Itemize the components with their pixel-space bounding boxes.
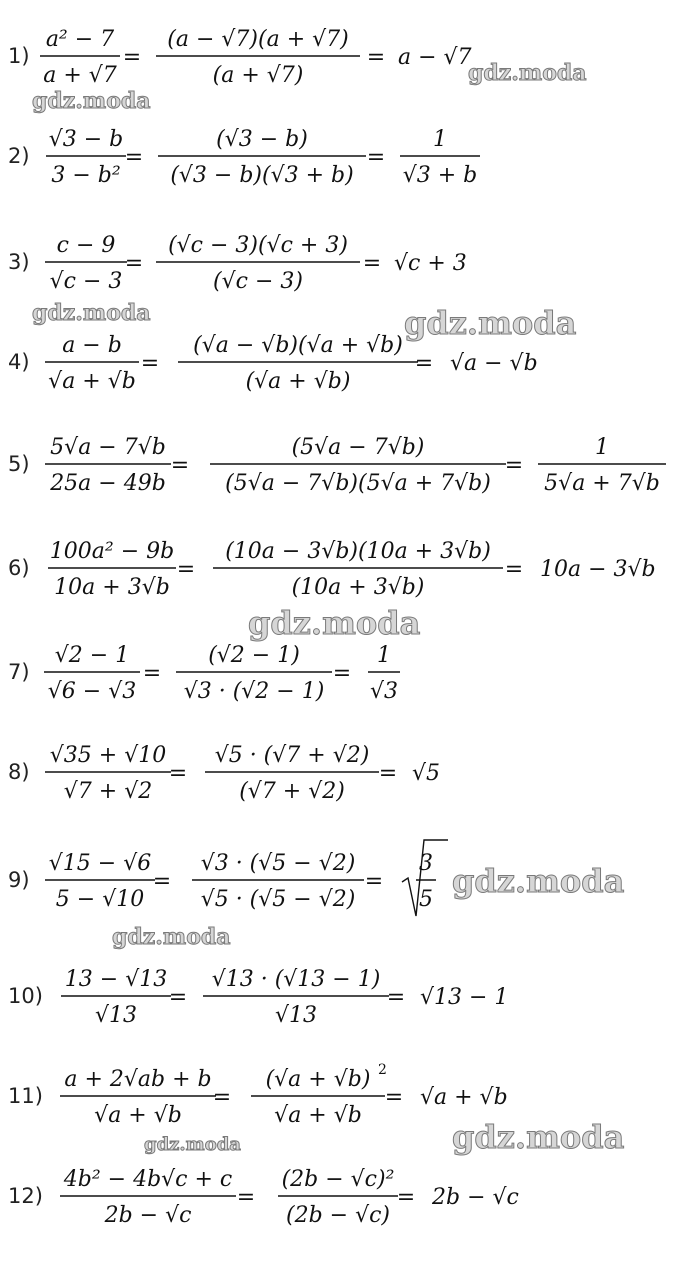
- mid-numerator: (10a − 3√b)(10a + 3√b): [225, 539, 491, 564]
- result: 2b − √c: [432, 1185, 519, 1210]
- formula: [0, 218, 680, 308]
- lhs-numerator: 13 − √13: [64, 967, 168, 992]
- mid-denominator: √3 · (√2 − 1): [183, 679, 325, 704]
- item-number: 2): [8, 144, 30, 168]
- watermark: gdz.moda: [404, 304, 577, 342]
- watermark: gdz.moda: [112, 924, 231, 950]
- result-numerator: 1: [377, 643, 391, 668]
- result-denominator: 5: [419, 887, 433, 912]
- formula: [0, 1152, 680, 1242]
- mid-numerator: (√3 − b): [216, 127, 308, 152]
- formula: [0, 952, 680, 1042]
- watermark: gdz.moda: [32, 88, 151, 114]
- solution-item: [0, 420, 680, 510]
- equals-sign: =: [140, 351, 160, 376]
- watermark: gdz.moda: [144, 1134, 241, 1155]
- mid-denominator: (a + √7): [212, 63, 304, 88]
- equals-sign: =: [176, 557, 196, 582]
- lhs-numerator: √3 − b: [48, 127, 124, 152]
- item-number: 1): [8, 44, 30, 68]
- mid-numerator: (√c − 3)(√c + 3): [168, 233, 348, 258]
- formula: [0, 728, 680, 818]
- lhs-numerator: 100a² − 9b: [49, 539, 175, 564]
- mid-numerator: √5 · (√7 + √2): [214, 743, 370, 768]
- mid-numerator: (2b − √c)²: [281, 1167, 395, 1192]
- formula: [0, 318, 680, 408]
- lhs-denominator: 5 − √10: [55, 887, 145, 912]
- formula: [0, 524, 680, 614]
- solution-item: [0, 524, 680, 614]
- mid-denominator: (√7 + √2): [239, 779, 345, 804]
- mid-denominator: √13: [274, 1003, 318, 1028]
- equals-sign: =: [142, 661, 162, 686]
- lhs-denominator: √6 − √3: [47, 679, 137, 704]
- equals-sign: =: [236, 1185, 256, 1210]
- lhs-denominator: 10a + 3√b: [54, 575, 170, 600]
- equals-sign: =: [212, 1085, 232, 1110]
- lhs-numerator: 5√a − 7√b: [50, 435, 166, 460]
- equals-sign: =: [386, 985, 406, 1010]
- exponent: 2: [378, 1062, 387, 1078]
- solution-item: [0, 1152, 680, 1242]
- lhs-numerator: a + 2√ab + b: [64, 1067, 212, 1092]
- lhs-numerator: a² − 7: [45, 27, 115, 52]
- lhs-denominator: a + √7: [43, 63, 117, 88]
- equals-sign: =: [364, 869, 384, 894]
- result: a − √7: [398, 45, 472, 70]
- mid-denominator: √a + √b: [274, 1103, 362, 1128]
- mid-denominator: √5 · (√5 − √2): [200, 887, 356, 912]
- watermark: gdz.moda: [452, 1118, 625, 1156]
- equals-sign: =: [124, 251, 144, 276]
- item-number: 6): [8, 556, 30, 580]
- mid-denominator: (5√a − 7√b)(5√a + 7√b): [225, 471, 491, 496]
- mid-numerator: (a − √7)(a + √7): [167, 27, 349, 52]
- equals-sign: =: [332, 661, 352, 686]
- formula: [0, 420, 680, 510]
- equals-sign: =: [414, 351, 434, 376]
- equals-sign: =: [122, 45, 142, 70]
- mid-denominator: (√c − 3): [213, 269, 303, 294]
- lhs-numerator: √15 − √6: [48, 851, 152, 876]
- item-number: 11): [8, 1084, 43, 1108]
- equals-sign: =: [170, 453, 190, 478]
- watermark: gdz.moda: [468, 60, 587, 86]
- lhs-numerator: √2 − 1: [54, 643, 130, 668]
- lhs-denominator: 3 − b²: [51, 163, 121, 188]
- equals-sign: =: [362, 251, 382, 276]
- item-number: 5): [8, 452, 30, 476]
- mid-denominator: (10a + 3√b): [291, 575, 425, 600]
- mid-denominator: (√3 − b)(√3 + b): [170, 163, 354, 188]
- lhs-numerator: √35 + √10: [49, 743, 167, 768]
- lhs-denominator: √13: [94, 1003, 138, 1028]
- mid-numerator: (√a + √b): [265, 1067, 371, 1092]
- item-number: 9): [8, 868, 30, 892]
- lhs-numerator: 4b² − 4b√c + c: [63, 1167, 233, 1192]
- solution-item: [0, 952, 680, 1042]
- result: √c + 3: [394, 251, 467, 276]
- result: √a + √b: [420, 1085, 508, 1110]
- lhs-denominator: √a + √b: [94, 1103, 182, 1128]
- result-numerator: 1: [595, 435, 609, 460]
- mid-numerator: √3 · (√5 − √2): [200, 851, 356, 876]
- lhs-numerator: c − 9: [56, 233, 116, 258]
- result-denominator: 5√a + 7√b: [544, 471, 660, 496]
- lhs-denominator: √c − 3: [49, 269, 123, 294]
- equals-sign: =: [366, 45, 386, 70]
- solution-item: [0, 218, 680, 308]
- mid-numerator: (√2 − 1): [208, 643, 300, 668]
- equals-sign: =: [384, 1085, 404, 1110]
- solution-item: [0, 318, 680, 408]
- item-number: 10): [8, 984, 43, 1008]
- result-denominator: √3 + b: [402, 163, 478, 188]
- item-number: 8): [8, 760, 30, 784]
- lhs-numerator: a − b: [62, 333, 122, 358]
- result-numerator: 1: [433, 127, 447, 152]
- result: 10a − 3√b: [540, 557, 656, 582]
- equals-sign: =: [366, 145, 386, 170]
- item-number: 4): [8, 350, 30, 374]
- watermark: gdz.moda: [32, 300, 151, 326]
- equals-sign: =: [152, 869, 172, 894]
- equals-sign: =: [168, 761, 188, 786]
- lhs-denominator: 2b − √c: [104, 1203, 192, 1228]
- lhs-denominator: √a + √b: [48, 369, 136, 394]
- mid-denominator: (2b − √c): [285, 1203, 391, 1228]
- equals-sign: =: [168, 985, 188, 1010]
- equals-sign: =: [124, 145, 144, 170]
- watermark: gdz.moda: [452, 862, 625, 900]
- item-number: 3): [8, 250, 30, 274]
- equals-sign: =: [378, 761, 398, 786]
- mid-numerator: (5√a − 7√b): [291, 435, 425, 460]
- mid-numerator: (√a − √b)(√a + √b): [193, 333, 403, 358]
- equals-sign: =: [504, 453, 524, 478]
- watermark: gdz.moda: [248, 604, 421, 642]
- solution-item: [0, 112, 680, 202]
- result-numerator: 3: [419, 851, 433, 876]
- result-denominator: √3: [369, 679, 399, 704]
- result: √a − √b: [450, 351, 538, 376]
- formula: [0, 112, 680, 202]
- item-number: 7): [8, 660, 30, 684]
- mid-numerator: √13 · (√13 − 1): [211, 967, 381, 992]
- mid-denominator: (√a + √b): [245, 369, 351, 394]
- item-number: 12): [8, 1184, 43, 1208]
- result: √13 − 1: [420, 985, 509, 1010]
- solution-item: [0, 728, 680, 818]
- lhs-denominator: √7 + √2: [63, 779, 153, 804]
- equals-sign: =: [504, 557, 524, 582]
- lhs-denominator: 25a − 49b: [50, 471, 166, 496]
- result: √5: [412, 761, 441, 786]
- equals-sign: =: [396, 1185, 416, 1210]
